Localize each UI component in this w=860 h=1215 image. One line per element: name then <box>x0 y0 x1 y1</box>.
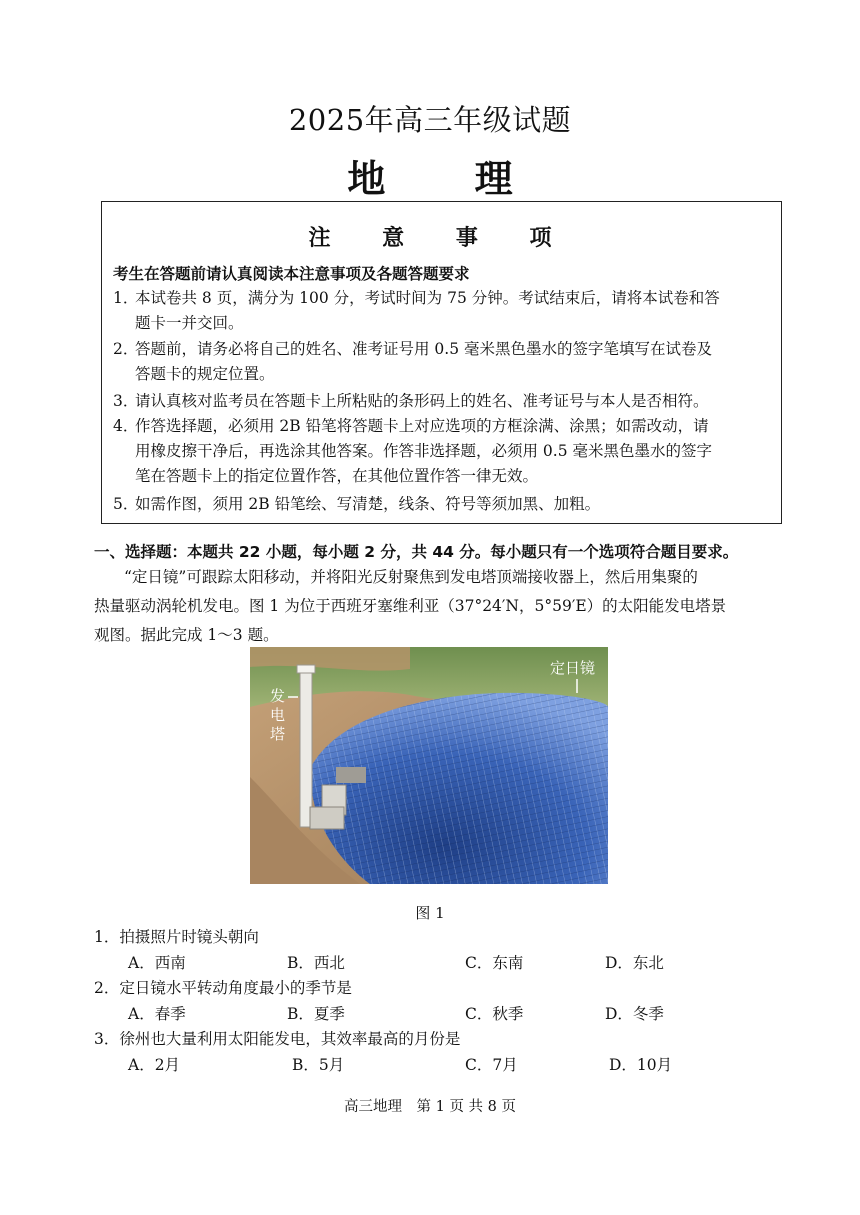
question-stem <box>94 563 774 650</box>
question-2-stem: 2．定日镜水平转动角度最小的季节是 <box>94 979 352 997</box>
tower-label-char: 塔 <box>270 725 286 743</box>
stem-line: “定日镜”可跟踪太阳移动，并将阳光反射聚焦到发电塔顶端接收器上，然后用集聚的 <box>124 568 698 586</box>
option-3b: B．5月 <box>292 1056 345 1074</box>
option-2a: A．春季 <box>128 1005 186 1023</box>
stem-line: 热量驱动涡轮机发电。图 1 为位于西班牙塞维利亚（37°24′N，5°59′E）的太阳能发电塔景 <box>94 597 727 615</box>
option-1b: B．西北 <box>287 954 345 972</box>
option-1c: C．东南 <box>465 954 524 972</box>
notice-item-text: 笔在答题卡上的指定位置作答，在其他位置作答一律无效。 <box>135 467 539 485</box>
option-2d: D．冬季 <box>605 1005 664 1023</box>
notice-item-text: 请认真核对监考员在答题卡上所粘贴的条形码上的姓名、准考证号与本人是否相符。 <box>135 392 709 410</box>
notice-heading: 注 意 事 项 <box>308 226 574 251</box>
option-2b: B．夏季 <box>287 1005 345 1023</box>
power-tower <box>300 667 312 827</box>
notice-item-text: 题卡一并交回。 <box>135 314 244 332</box>
mirror-label: 定日镜 <box>550 659 596 677</box>
plant-building <box>310 807 344 829</box>
notice-intro: 考生在答题前请认真阅读本注意事项及各题答题要求 <box>113 265 470 283</box>
notice-item-2 <box>113 337 773 387</box>
notice-item-number: 4． <box>113 417 139 435</box>
tower-label-char: 发 <box>270 687 286 705</box>
option-3a: A．2月 <box>128 1056 181 1074</box>
stem-line: 观图。据此完成 1～3 题。 <box>94 626 279 644</box>
notice-item-5 <box>113 492 773 517</box>
option-1a: A．西南 <box>128 954 186 972</box>
notice-item-4 <box>113 414 773 489</box>
notice-item-number: 3． <box>113 392 139 410</box>
plant-building <box>336 767 366 783</box>
notice-item-3 <box>113 389 773 414</box>
question-3-stem: 3．徐州也大量利用太阳能发电，其效率最高的月份是 <box>94 1030 461 1048</box>
subject-title: 地 理 <box>347 157 551 201</box>
notice-item-number: 2． <box>113 340 139 358</box>
tower-receiver <box>297 665 315 673</box>
question-1-stem: 1．拍摄照片时镜头朝向 <box>94 928 259 946</box>
option-3c: C．7月 <box>465 1056 518 1074</box>
notice-item-text: 本试卷共 8 页，满分为 100 分，考试时间为 75 分钟。考试结束后，请将本试卷和答 <box>135 289 720 307</box>
solar-tower-photo <box>250 647 608 884</box>
notice-item-text: 用橡皮擦干净后，再选涂其他答案。作答非选择题，必须用 0.5 毫米黑色墨水的签字 <box>135 442 713 460</box>
option-2c: C．秋季 <box>465 1005 524 1023</box>
notice-item-1 <box>113 286 773 336</box>
notice-item-number: 1． <box>113 289 139 307</box>
option-3d: D．10月 <box>609 1056 673 1074</box>
tower-label-char: 电 <box>270 706 286 724</box>
section-heading: 一、选择题：本题共 22 小题，每小题 2 分，共 44 分。每小题只有一个选项符合题目要求。 <box>94 543 739 561</box>
notice-item-text: 如需作图，须用 2B 铅笔绘、写清楚，线条、符号等须加黑、加粗。 <box>135 495 601 513</box>
option-1d: D．东北 <box>605 954 664 972</box>
notice-item-number: 5． <box>113 495 139 513</box>
notice-item-text: 答题前，请务必将自己的姓名、准考证号用 0.5 毫米黑色墨水的签字笔填写在试卷及 <box>135 340 713 358</box>
exam-title: 2025年高三年级试题 <box>288 103 572 137</box>
notice-item-text: 作答选择题，必须用 2B 铅笔将答题卡上对应选项的方框涂满、涂黑；如需改动，请 <box>135 417 709 435</box>
figure-caption: 图 1 <box>415 904 445 922</box>
page-footer: 高三地理 第 1 页 共 8 页 <box>344 1099 516 1115</box>
notice-item-text: 答题卡的规定位置。 <box>135 365 275 383</box>
